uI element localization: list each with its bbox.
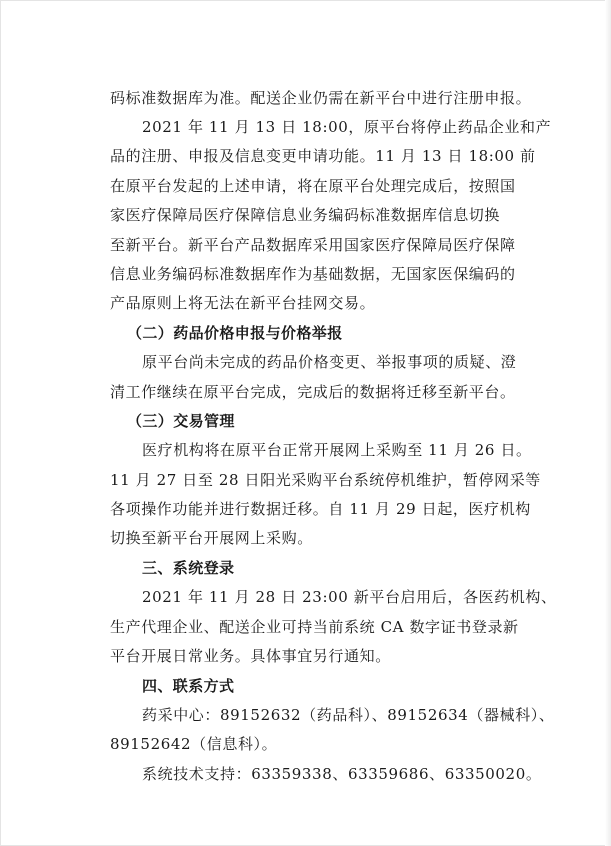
section-heading-price-declaration: （二）药品价格申报与价格举报 [127, 324, 343, 342]
section-heading-contact: 四、联系方式 [142, 677, 235, 695]
text-line: 各项操作功能并进行数据迁移。自 11 月 29 日起，医疗机构 [110, 500, 531, 518]
section-heading-system-login: 三、系统登录 [142, 559, 235, 577]
text-line: 2021 年 11 月 28 日 23:00 新平台启用后，各医药机构、 [142, 588, 557, 606]
text-line: 产品原则上将无法在新平台挂网交易。 [110, 294, 376, 312]
text-line: 11 月 27 日至 28 日阳光采购平台系统停机维护，暂停网采等 [110, 471, 541, 489]
text-line: 清工作继续在原平台完成，完成后的数据将迁移至新平台。 [110, 383, 516, 401]
text-line: 89152642（信息科）。 [110, 735, 278, 753]
text-line: 生产代理企业、配送企业可持当前系统 CA 数字证书登录新 [110, 618, 519, 636]
page-edge-shadow [605, 0, 611, 846]
text-line: 至新平台。新平台产品数据库采用国家医疗保障局医疗保障 [110, 236, 516, 254]
text-line: 医疗机构将在原平台正常开展网上采购至 11 月 26 日。 [142, 441, 532, 459]
text-line: 平台开展日常业务。具体事宜另行通知。 [110, 647, 391, 665]
section-heading-trade-management: （三）交易管理 [127, 412, 235, 430]
text-line: 码标准数据库为准。配送企业仍需在新平台中进行注册申报。 [110, 89, 532, 107]
text-line: 原平台尚未完成的药品价格变更、举报事项的质疑、澄 [142, 353, 517, 371]
text-line: 家医疗保障局医疗保障信息业务编码标准数据库信息切换 [110, 206, 501, 224]
text-line: 在原平台发起的上述申请，将在原平台处理完成后，按照国 [110, 177, 516, 195]
text-line: 品的注册、申报及信息变更申请功能。11 月 13 日 18:00 前 [110, 147, 536, 165]
text-line: 药采中心：89152632（药品科）、89152634（器械科）、 [142, 706, 555, 724]
text-line: 切换至新平台开展网上采购。 [110, 529, 313, 547]
text-line: 系统技术支持：63359338、63359686、63350020。 [142, 765, 542, 783]
text-line: 信息业务编码标准数据库作为基础数据，无国家医保编码的 [110, 265, 516, 283]
text-line: 2021 年 11 月 13 日 18:00，原平台将停止药品企业和产 [142, 118, 552, 136]
